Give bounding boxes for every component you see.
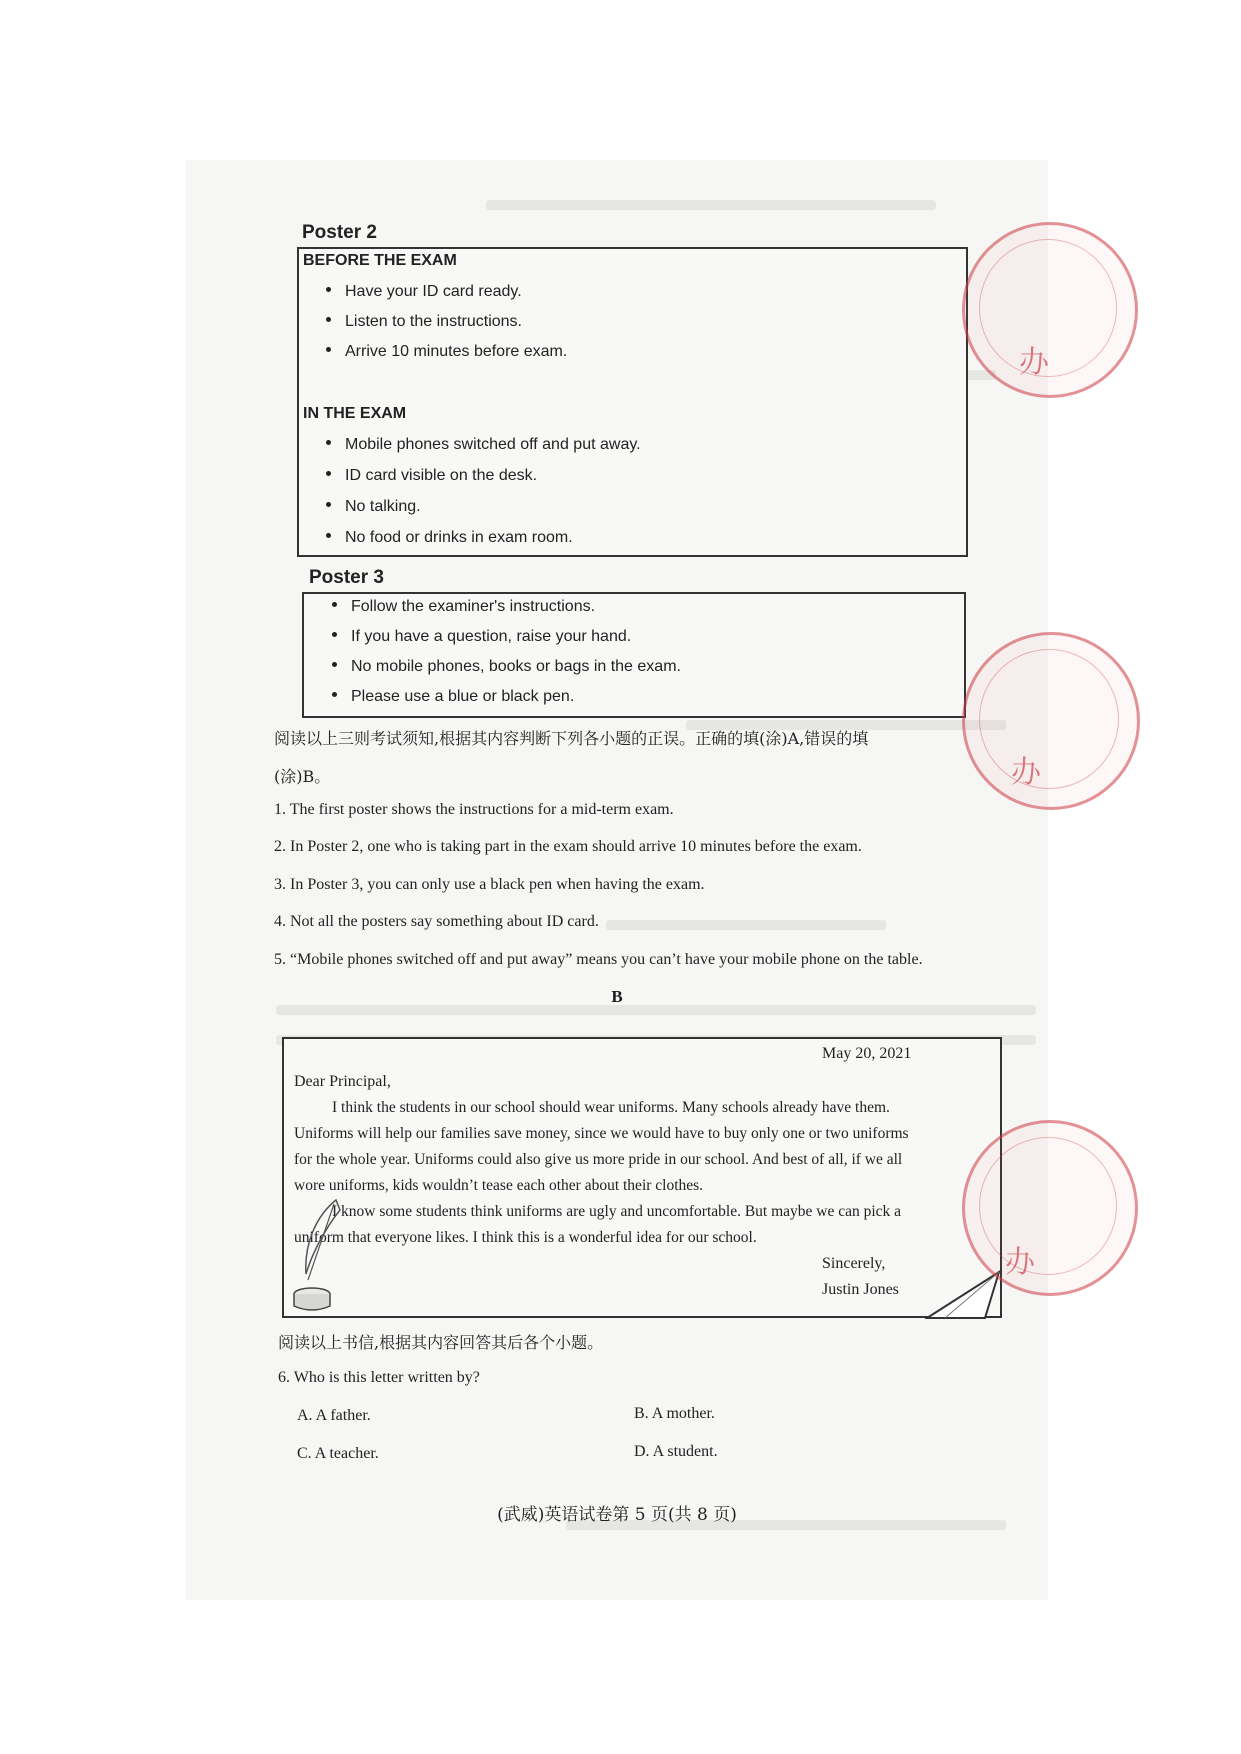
letter-body-line: Uniforms will help our families save money, since we would have to buy only one or two uniforms	[294, 1125, 909, 1142]
poster2-in-heading: IN THE EXAM	[303, 405, 407, 422]
poster3-item: If you have a question, raise your hand.	[332, 628, 631, 646]
question-item: 1. The first poster shows the instructions for a mid-term exam.	[274, 801, 674, 818]
instruction-a-line1: 阅读以上三则考试须知,根据其内容判断下列各小题的正误。正确的填(涂)A,错误的填	[274, 729, 869, 748]
letter-date: May 20, 2021	[822, 1045, 912, 1062]
bullet-icon	[326, 317, 331, 322]
bullet-icon	[332, 602, 337, 607]
official-seal-stamp	[962, 632, 1140, 810]
official-seal-stamp	[962, 222, 1138, 398]
letter-body-line: uniform that everyone likes. I think this is a wonderful idea for our school.	[294, 1229, 757, 1246]
answer-option-a: A. A father.	[297, 1407, 371, 1424]
quill-pen-icon	[286, 1196, 348, 1314]
page-curl-icon	[925, 1270, 1003, 1322]
bullet-icon	[332, 662, 337, 667]
seal-character: 办	[1019, 345, 1049, 380]
poster3-item: Please use a blue or black pen.	[332, 688, 574, 706]
question-item: 5. “Mobile phones switched off and put away” means you can’t have your mobile phone on the table.	[274, 951, 923, 968]
question-item: 2. In Poster 2, one who is taking part in the exam should arrive 10 minutes before the exam.	[274, 838, 862, 855]
poster2-before-heading: BEFORE THE EXAM	[303, 252, 457, 269]
letter-body-line: I know some students think uniforms are ugly and uncomfortable. But maybe we can pick a	[332, 1203, 902, 1220]
letter-closing: Sincerely,	[822, 1255, 886, 1272]
question-item: 4. Not all the posters say something about ID card.	[274, 913, 599, 930]
instruction-b: 阅读以上书信,根据其内容回答其后各个小题。	[278, 1333, 604, 1352]
bullet-icon	[326, 440, 331, 445]
bleed-through-text	[486, 200, 936, 210]
question-6-stem: 6. Who is this letter written by?	[278, 1369, 480, 1386]
letter-body-line: I think the students in our school should wear uniforms. Many schools already have them.	[332, 1099, 890, 1116]
section-b-heading: B	[611, 987, 623, 1006]
answer-option-c: C. A teacher.	[297, 1445, 379, 1462]
bullet-icon	[326, 347, 331, 352]
poster3-item: Follow the examiner's instructions.	[332, 598, 595, 616]
bullet-icon	[326, 533, 331, 538]
page-footer: (武威)英语试卷第 5 页(共 8 页)	[497, 1505, 737, 1525]
poster2-before-item: Arrive 10 minutes before exam.	[326, 343, 567, 361]
question-item: 3. In Poster 3, you can only use a black pen when having the exam.	[274, 876, 705, 893]
poster2-in-item: ID card visible on the desk.	[326, 467, 537, 485]
poster2-in-item: Mobile phones switched off and put away.	[326, 436, 641, 454]
bullet-icon	[326, 502, 331, 507]
seal-character: 办	[1005, 1245, 1035, 1280]
letter-signature: Justin Jones	[822, 1281, 899, 1298]
seal-character: 办	[1011, 755, 1041, 790]
answer-option-b: B. A mother.	[634, 1405, 715, 1422]
letter-body-line: wore uniforms, kids wouldn’t tease each other about their clothes.	[294, 1177, 704, 1194]
poster2-before-item: Have your ID card ready.	[326, 283, 522, 301]
poster3-item: No mobile phones, books or bags in the exam.	[332, 658, 681, 676]
bullet-icon	[326, 471, 331, 476]
poster2-before-item: Listen to the instructions.	[326, 313, 522, 331]
bullet-icon	[332, 632, 337, 637]
instruction-a-line2: (涂)B。	[274, 767, 331, 786]
poster3-title: Poster 3	[309, 567, 384, 588]
letter-body-line: for the whole year. Uniforms could also give us more pride in our school. And best of all, if we all	[294, 1151, 903, 1168]
poster2-in-item: No talking.	[326, 498, 421, 516]
answer-option-d: D. A student.	[634, 1443, 718, 1460]
letter-greeting: Dear Principal,	[294, 1073, 391, 1090]
poster2-title: Poster 2	[302, 222, 377, 243]
bullet-icon	[326, 287, 331, 292]
poster2-in-item: No food or drinks in exam room.	[326, 529, 573, 547]
official-seal-stamp	[962, 1120, 1138, 1296]
bullet-icon	[332, 692, 337, 697]
bleed-through-text	[606, 920, 886, 930]
